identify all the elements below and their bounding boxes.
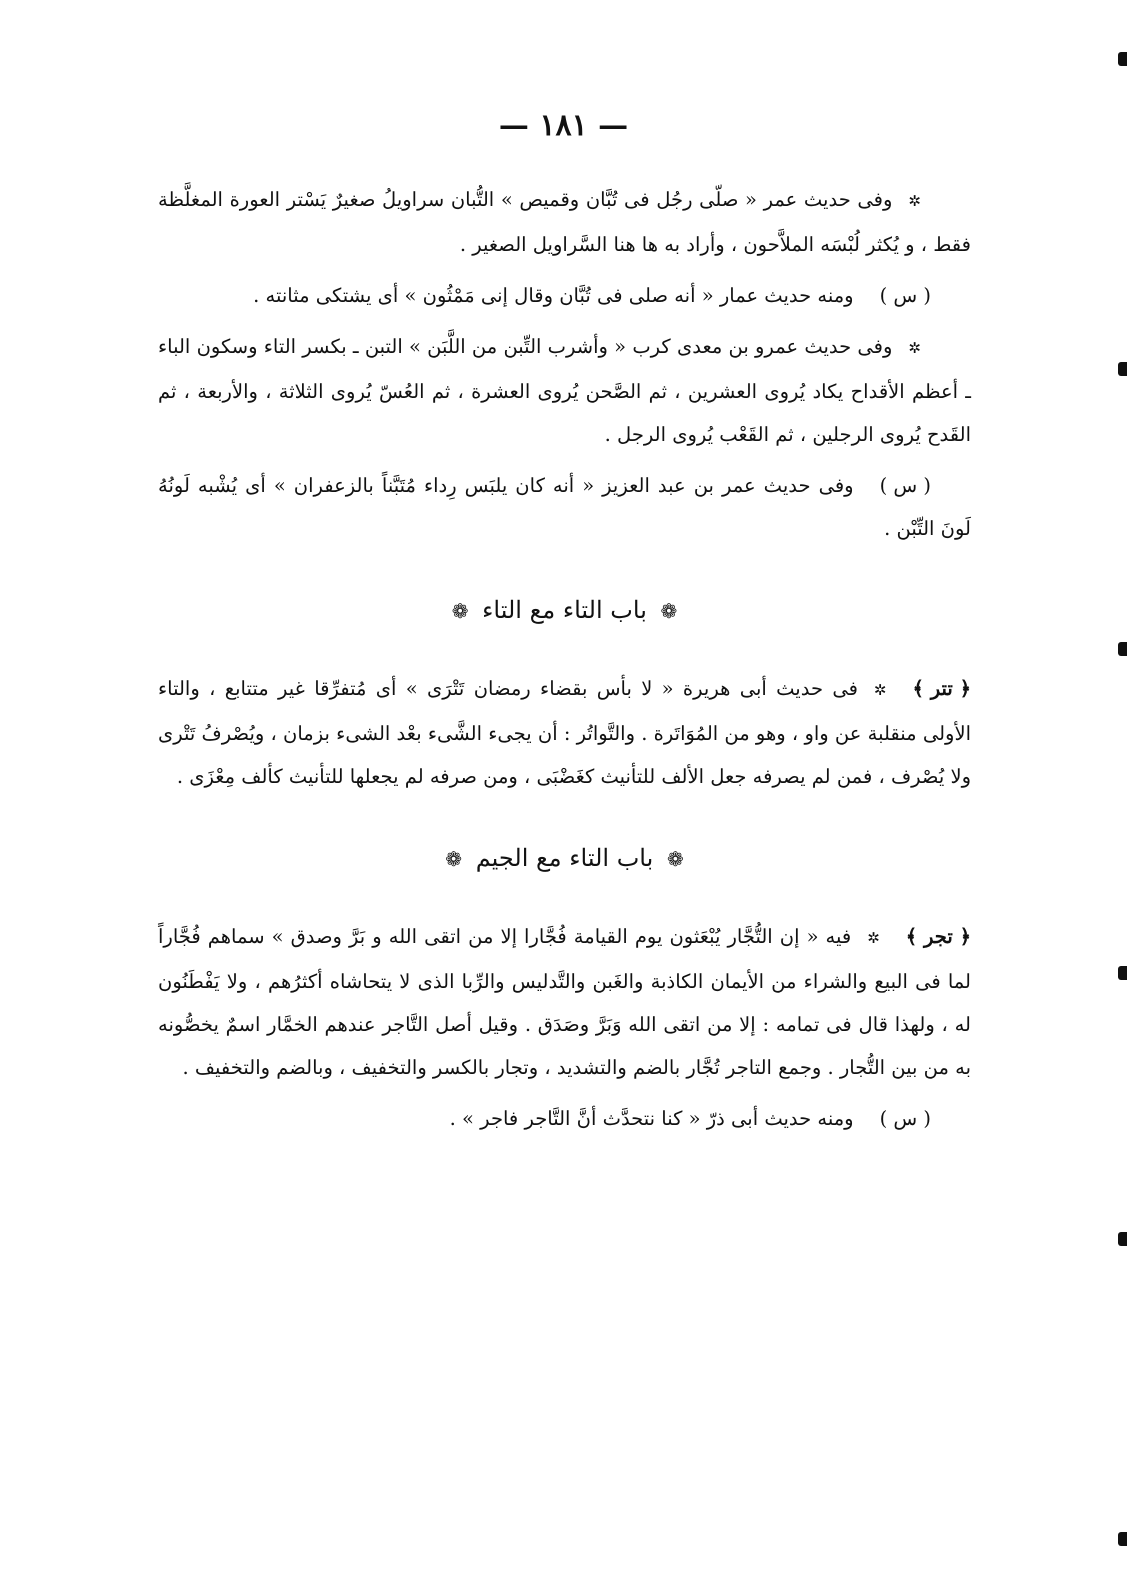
star-marker: ✲ (908, 339, 921, 357)
paragraph-text: ومنه حديث أبى ذرّ « كنا نتحدَّث أنَّ التَّاجر فاجر » . (449, 1107, 854, 1130)
entry-key: ﴿ تجر ﴾ (905, 925, 971, 948)
ornament-icon: ❁ (445, 847, 463, 871)
source-marker: ( س ) (879, 474, 931, 497)
star-marker: ✲ (908, 192, 921, 210)
star-marker: ✲ (873, 681, 887, 699)
entry-key: ﴿ تتر ﴾ (912, 677, 971, 700)
ornament-icon: ❁ (660, 599, 678, 623)
paragraph-tibn-umar-abdulaziz (158, 464, 971, 550)
ornament-icon: ❁ (666, 847, 684, 871)
scan-edge-mark (1118, 362, 1127, 376)
entry-text: فيه « إن التُّجَّار يُبْعَثون يوم القيامة فُجَّارا إلا من اتقى الله و بَرَّ وصدق » سماهم فُجَّاراً لما فى البيع والشراء من الأيمان الكاذبة والغَبن والتَّدليس والرِّبا الذى لا يتحاشاه أكثرُهم ، ولا يَفْطَنُون له ، ولهذا قال فى تمامه : إلا من اتقى الله وَبَرَّ وصَدَق . وقيل أصل التَّاجر عندهم الخمَّار اسمٌ يخصُّونه به من بين التُّجار . وجمع التاجر تُجَّار بالضم والتشديد ، وتجار بالكسر والتخفيف ، وبالضم والتخفيف . (158, 925, 971, 1079)
star-marker: ✲ (867, 929, 880, 947)
heading-text: باب التاء مع التاء (482, 596, 647, 624)
source-marker: ( س ) (879, 1107, 931, 1130)
paragraph-tubban-umar (158, 178, 971, 266)
paragraph-text: وفى حديث عمر « صلّى رجُل فى تُبَّان وقميص » التُّبان سراويلُ صغيرٌ يَسْتر العورة المغلَّظة فقط ، و يُكثر لُبْسَه الملاَّحون ، وأراد به ها هنا السَّراويل الصغير . (158, 188, 971, 256)
ornament-icon: ❁ (451, 599, 469, 623)
paragraph-text: وفى حديث عمر بن عبد العزيز « أنه كان يلبَس رِداء مُتَبَّناً بالزعفران » أى يُشْبه لَونُهُ لَونَ التِّبْن . (158, 474, 971, 540)
paragraph-text: ومنه حديث عمار « أنه صلى فى تُبَّان وقال إنى مَمْثُون » أى يشتكى مثانته . (253, 284, 854, 307)
scan-edge-mark (1118, 1232, 1127, 1246)
page-body (158, 178, 971, 1140)
scan-edge-mark (1118, 966, 1127, 980)
paragraph-text: وفى حديث عمرو بن معدى كرب « وأشرب التِّبن من اللَّبَن » التبن ـ بكسر التاء وسكون الباء ـ أعظم الأقداح يكاد يُروى العشرين ، ثم الصَّحن يُروى العشرة ، ثم العُسّ يُروى الثلاثة ، والأربعة ، ثم القَدح يُروى الرجلين ، ثم القَعْب يُروى الرجل . (158, 335, 971, 446)
page-number: — ١٨١ — (498, 108, 629, 143)
source-marker: ( س ) (879, 284, 931, 307)
paragraph-abu-dharr (158, 1097, 971, 1140)
paragraph-tibn-amr (158, 325, 971, 456)
entry-tajar (158, 915, 971, 1089)
entry-text: فى حديث أبى هريرة « لا بأس بقضاء رمضان تَتْرَى » أى مُتفرِّقا غير متتابع ، والتاء الأولى منقلبة عن واو ، وهو من المُوَاتَرة . والتَّواتُر : أن يجىء الشَّىء بعْد الشىء بزمان ، ويُصْرفُ تَتْرى ولا يُصْرف ، فمن لم يصرفه جعل الألف للتأنيث كغَضْبَى ، ومن صرفه لم يجعلها للتأنيث كألف مِعْزَى . (158, 677, 971, 788)
entry-tatar (158, 667, 971, 798)
scan-edge-mark (1118, 642, 1127, 656)
scan-edge-mark (1118, 52, 1127, 66)
section-heading-ta-jim (158, 838, 971, 879)
heading-text: باب التاء مع الجيم (475, 844, 654, 872)
paragraph-tubban-ammar (158, 274, 971, 317)
scan-edge-mark (1118, 1532, 1127, 1546)
section-heading-ta-ta (158, 590, 971, 631)
